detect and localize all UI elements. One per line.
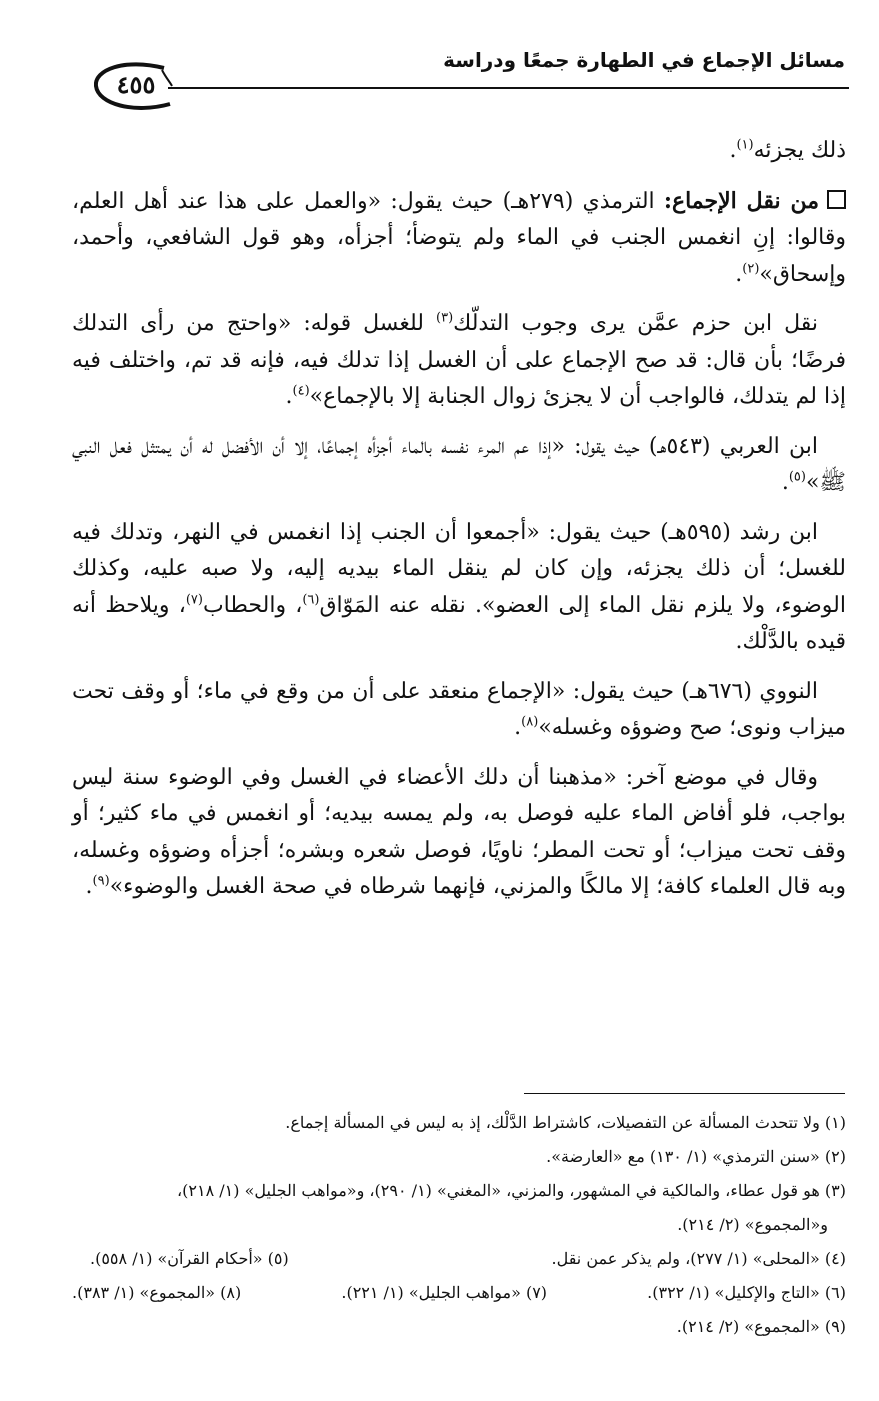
paragraph-text: نقل ابن حزم عمَّن يرى وجوب التدلّك: [453, 311, 818, 336]
footnotes: [72, 1106, 846, 1344]
footnote-6: (٦) «التاج والإكليل» (١/ ٣٢٢).: [647, 1283, 846, 1302]
paragraph-nawawi: [72, 674, 846, 747]
footnote-ref-6: (٦): [302, 592, 320, 608]
period: .: [85, 874, 93, 899]
paragraph-ibn-rushd: [72, 515, 846, 661]
paragraph-continuation: [72, 133, 846, 170]
footnote-9: (٩) «المجموع» (٢/ ٢١٤).: [676, 1317, 846, 1336]
period: .: [781, 470, 789, 495]
paragraph-ibn-al-arabi: [72, 429, 846, 502]
paragraph-text: ، والحطاب: [202, 592, 303, 618]
running-header-title: مسائل الإجماع في الطهارة جمعًا ودراسة: [443, 48, 845, 72]
paragraph-text: ابن العربي (٥٤٣هـ) حيث يقول: «إذا عم المرء نفسه بالماء أجزأه إجماعًا، إلا أن الأفضل له أن يمتثل فعل النبي ﷺ»: [72, 433, 846, 495]
paragraph-text: ذلك يجزئه: [753, 138, 846, 163]
header-rule: [168, 87, 849, 89]
paragraph-text: النووي (٦٧٦هـ) حيث يقول: «الإجماع منعقد على أن من وقع في ماء؛ أو وقف تحت ميزاب ونوى؛ صح وضوؤه وغسله»: [72, 678, 846, 740]
footnote-2: (٢) «سنن الترمذي» (١/ ١٣٠) مع «العارضة».: [546, 1147, 846, 1166]
footnote-ref-8: (٨): [521, 714, 539, 730]
period: .: [729, 138, 737, 163]
square-bullet-icon: [827, 190, 846, 209]
footnote-5: (٥) «أحكام القرآن» (١/ ٥٥٨).: [90, 1249, 289, 1268]
footnote-1: (١) ولا تتحدث المسألة عن التفصيلات، كاشتراط الدَّلْك، إذ به ليس في المسألة إجماع.: [285, 1113, 846, 1132]
footnote-4: (٤) «المحلى» (١/ ٢٧٧)، ولم يذكر عمن نقل.: [551, 1249, 846, 1268]
period: .: [514, 715, 522, 740]
main-text: [72, 133, 846, 919]
period: .: [285, 384, 293, 409]
paragraph-ijma-transmission: [72, 183, 846, 294]
paragraph-text: ابن رشد (٥٩٥هـ) حيث يقول: «أجمعوا أن الجنب إذا انغمس في النهر، وتدلك فيه للغسل؛ أن ذلك يجزئه، وإن كان لم ينقل الماء بيديه إليه، ولا صبه عليه، وكذلك الوضوء، ولا يلزم نقل الماء إلى العضو». نقله عنه المَوّاق: [72, 519, 846, 618]
paragraph-text: ، ويلاحظ أنه قيده بالدَّلْك: [72, 592, 846, 654]
footnote-ref-5: (٥): [788, 469, 806, 485]
footnote-7: (٧) «مواهب الجليل» (١/ ٢٢١).: [341, 1283, 548, 1302]
paragraph-text: الترمذي (٢٧٩هـ) حيث يقول: «والعمل على هذا عند أهل العلم، وقالوا: إنِ انغمس الجنب في الماء ولم يتوضأ؛ أجزأه، وهو قول الشافعي، وأحمد، وإسحاق»: [72, 188, 846, 287]
period: .: [735, 261, 743, 287]
footnote-ref-7: (٧): [185, 592, 203, 608]
footnote-ref-9: (٩): [92, 873, 110, 889]
footnote-row-6-8: [72, 1276, 846, 1310]
footnote-ref-3: (٣): [436, 310, 454, 326]
section-lead: من نقل الإجماع:: [663, 187, 819, 214]
paragraph-text: للغسل قوله: «واحتج من رأى التدلك فرضًا؛ بأن قال: قد صح الإجماع على أن الغسل إذا تدلك فيه، فإنه قد تم، واختلف فيه إذا لم يتدلك، فالواجب أن لا يجزئ زوال الجنابة إلا بالإجماع»: [72, 311, 846, 409]
footnote-row-4-5: [72, 1242, 846, 1276]
footnote-separator: [524, 1093, 845, 1094]
footnote-ref-2: (٢): [742, 261, 760, 277]
paragraph-text: وقال في موضع آخر: «مذهبنا أن دلك الأعضاء في الغسل وفي الوضوء سنة ليس بواجب، فلو أفاض الماء عليه فوصل به، ولم يمسه بيديه؛ أو انغمس في ماء كثير؛ أو وقف تحت ميزاب؛ أو تحت المطر؛ ناويًا، فوصل شعره وبشره؛ أجزأه وضوؤه وغسله، وبه قال العلماء كافة؛ إلا مالكًا والمزني، فإنهما شرطاه في صحة الغسل والوضوء»: [72, 764, 846, 899]
paragraph-ibn-hazm: [72, 306, 846, 416]
footnote-ref-4: (٤): [292, 383, 310, 399]
footnote-3-continuation: و«المجموع» (٢/ ٢١٤).: [677, 1215, 828, 1234]
footnote-3: (٣) هو قول عطاء، والمالكية في المشهور، والمزني، «المغني» (١/ ٢٩٠)، و«مواهب الجليل» (١/ ٢١٨)،: [177, 1181, 846, 1200]
period: .: [735, 629, 743, 654]
paragraph-nawawi-other: [72, 760, 846, 906]
page-number: ٤٥٥: [116, 70, 156, 99]
footnote-ref-1: (١): [736, 137, 754, 153]
footnote-8: (٨) «المجموع» (١/ ٣٨٣).: [72, 1283, 242, 1302]
